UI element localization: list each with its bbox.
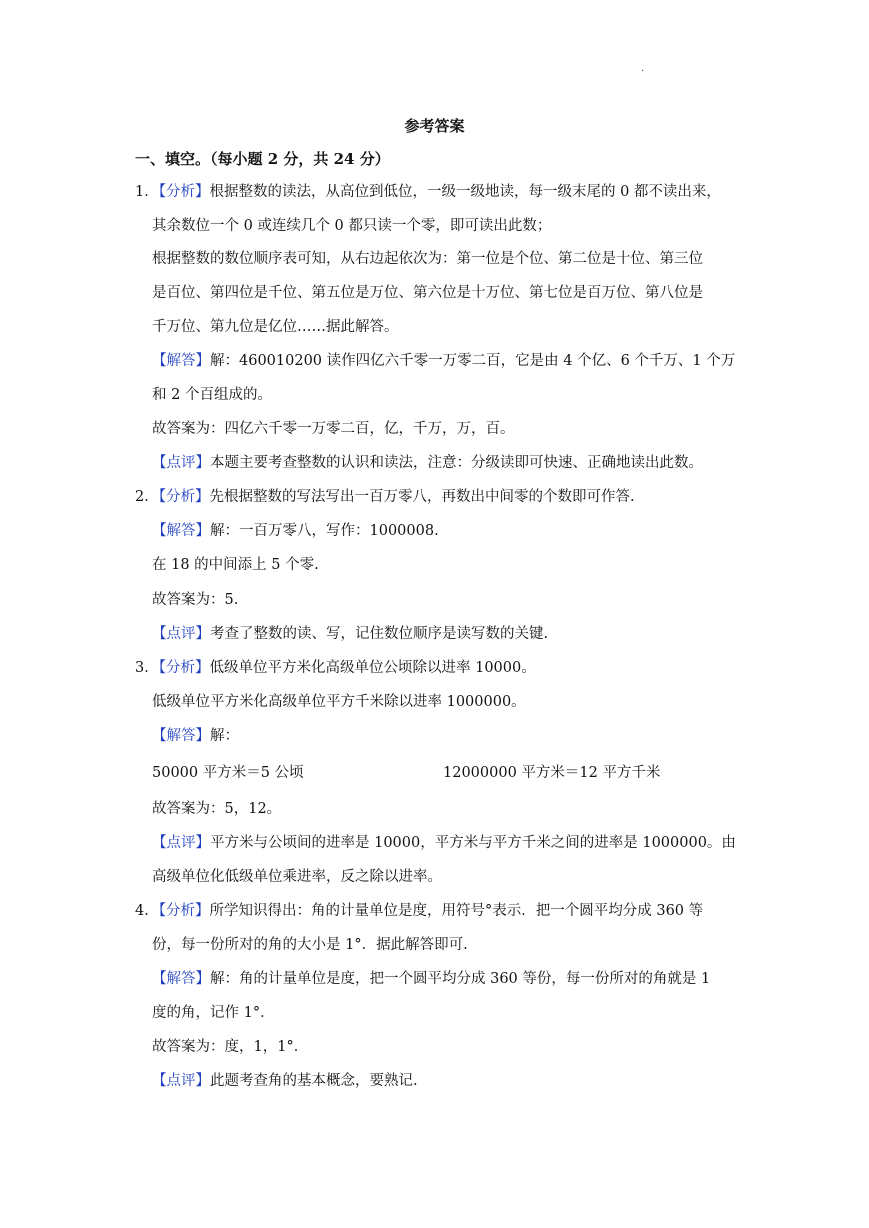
question-number: 1． xyxy=(135,184,159,200)
q2-answer-line-3: 故答案为：5. xyxy=(152,592,239,608)
q1-analysis-line-4: 是百位、第四位是千位、第五位是万位、第六位是十万位、第七位是百万位、第八位是 xyxy=(152,285,703,301)
analysis-tag: 【分析】 xyxy=(158,660,210,676)
analysis-tag: 【分析】 xyxy=(158,489,210,505)
page-title: 参考答案 xyxy=(404,117,465,135)
q1-answer-line-2: 和 2 个百组成的。 xyxy=(152,387,272,403)
comment-tag: 【点评】 xyxy=(152,1073,210,1089)
analysis-tag: 【分析】 xyxy=(158,184,210,200)
q1-answer-line-3: 故答案为：四亿六千零一万零二百，亿，千万，万，百。 xyxy=(152,421,515,437)
q2-answer-line-2: 在 18 的中间添上 5 个零. xyxy=(152,557,319,573)
q4-answer-line-1 xyxy=(152,969,710,989)
analysis-tag: 【分析】 xyxy=(158,903,210,919)
q3-comment-line-2: 高级单位化低级单位乘进率，反之除以进率。 xyxy=(152,869,442,885)
q2-comment-line xyxy=(152,624,548,644)
q3-calc-left: 50000 平方米＝5 公顷 xyxy=(152,765,304,781)
q3-answer-text: 解： xyxy=(210,728,239,744)
q1-analysis-line-2: 其余数位一个 0 或连续几个 0 都只读一个零，即可读出此数； xyxy=(152,218,552,234)
q4-line-1 xyxy=(135,901,703,921)
q1-analysis-line-5: 千万位、第九位是亿位……据此解答。 xyxy=(152,319,399,335)
q1-answer-line-1 xyxy=(152,351,735,371)
q2-comment-text: 考查了整数的读、写，记住数位顺序是读写数的关键. xyxy=(210,626,549,642)
q4-analysis-line-2: 份，每一份所对的角的大小是 1°．据此解答即可. xyxy=(152,937,468,953)
q2-line-1 xyxy=(135,487,635,507)
answer-tag: 【解答】 xyxy=(152,353,210,369)
q2-analysis-text: 先根据整数的写法写出一百万零八，再数出中间零的个数即可作答. xyxy=(209,489,635,505)
q3-line-1 xyxy=(135,658,536,678)
comment-tag: 【点评】 xyxy=(152,455,210,471)
question-number: 2． xyxy=(135,489,159,505)
q1-comment-line xyxy=(152,453,703,473)
q3-analysis-line-2: 低级单位平方米化高级单位平方千米除以进率 1000000。 xyxy=(152,694,526,710)
q1-analysis-line-3: 根据整数的数位顺序表可知，从右边起依次为：第一位是个位、第二位是十位、第三位 xyxy=(152,251,703,267)
corner-mark: · xyxy=(641,66,645,77)
q2-answer-line-1 xyxy=(152,521,439,541)
q4-analysis-text: 所学知识得出：角的计量单位是度，用符号°表示．把一个圆平均分成 360 等 xyxy=(209,903,704,919)
q3-comment-line-1 xyxy=(152,833,736,853)
answer-tag: 【解答】 xyxy=(152,971,210,987)
q1-comment-text: 本题主要考查整数的认识和读法，注意：分级读即可快速、正确地读出此数。 xyxy=(210,455,703,471)
q2-answer-text: 解：一百万零八，写作：1000008. xyxy=(210,523,439,539)
q4-answer-text: 解：角的计量单位是度，把一个圆平均分成 360 等份，每一份所对的角就是 1 xyxy=(210,971,711,987)
comment-tag: 【点评】 xyxy=(152,626,210,642)
section-heading: 一、填空。（每小题 2 分，共 24 分） xyxy=(135,150,390,168)
q1-line-1 xyxy=(135,182,721,202)
answer-tag: 【解答】 xyxy=(152,523,210,539)
q4-comment-text: 此题考查角的基本概念，要熟记. xyxy=(210,1073,418,1089)
q1-analysis-text: 根据整数的读法，从高位到低位，一级一级地读，每一级末尾的 0 都不读出来， xyxy=(209,184,721,200)
q4-comment-line xyxy=(152,1071,418,1091)
q3-comment-text: 平方米与公顷间的进率是 10000，平方米与平方千米之间的进率是 1000000。由 xyxy=(210,835,736,851)
question-number: 4． xyxy=(135,903,159,919)
q3-answer-line-3: 故答案为：5，12。 xyxy=(152,801,282,817)
q3-calc-right: 12000000 平方米＝12 平方千米 xyxy=(443,765,661,781)
answer-tag: 【解答】 xyxy=(152,728,210,744)
question-number: 3． xyxy=(135,660,159,676)
q4-answer-line-2: 度的角，记作 1°． xyxy=(152,1005,275,1021)
q3-analysis-text: 低级单位平方米化高级单位公顷除以进率 10000。 xyxy=(209,660,536,676)
comment-tag: 【点评】 xyxy=(152,835,210,851)
q1-answer-text: 解：460010200 读作四亿六千零一万零二百，它是由 4 个亿、6 个千万、1 个万 xyxy=(210,353,736,369)
q4-answer-line-3: 故答案为：度，1，1°． xyxy=(152,1039,309,1055)
q3-answer-line-1 xyxy=(152,726,239,746)
